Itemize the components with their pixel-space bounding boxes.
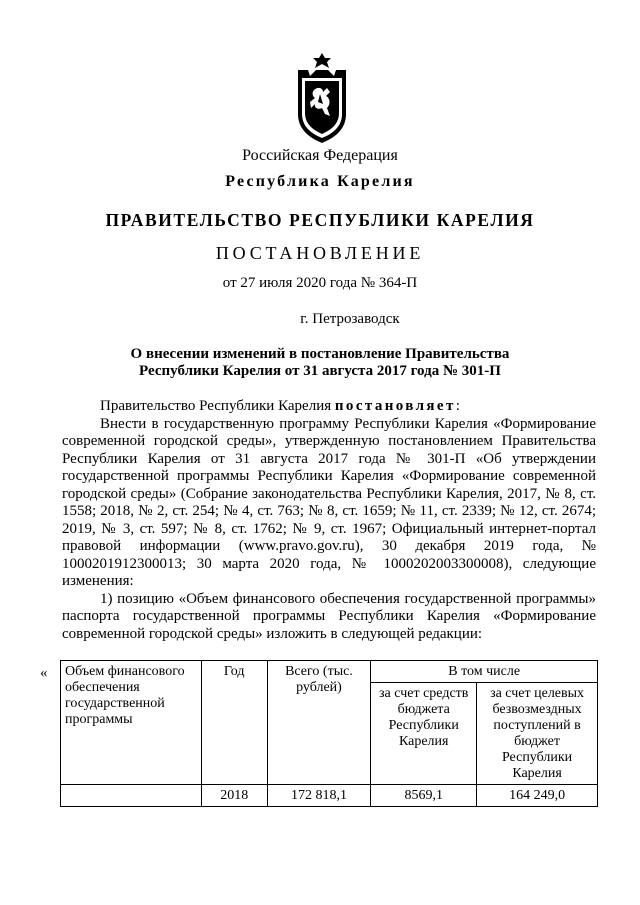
header-cell-grants: за счет целевых безвозмездных поступлений в бюджет Республики Карелия bbox=[477, 683, 598, 785]
opening-quote: « bbox=[40, 665, 48, 681]
paragraph-item-1: 1) позицию «Объем финансового обеспечения государственной программы» паспорта государственной программы Республики Карелия «Формирование современной городской среды» изложить в следующей редакции: bbox=[62, 590, 596, 642]
financing-table bbox=[60, 660, 598, 807]
document-city: г. Петрозаводск bbox=[300, 311, 400, 327]
table-row bbox=[61, 785, 598, 807]
intro-prefix: Правительство Республики Карелия bbox=[100, 398, 335, 414]
intro-suffix: : bbox=[455, 398, 460, 414]
document-body bbox=[62, 398, 596, 643]
header-cell-including: В том числе bbox=[371, 661, 598, 683]
document-date-number: от 27 июля 2020 года № 364-П bbox=[222, 275, 418, 291]
table-cell-total: 172 818,1 bbox=[267, 785, 371, 807]
table-cell-empty bbox=[61, 785, 202, 807]
government-title: ПРАВИТЕЛЬСТВО РЕСПУБЛИКИ КАРЕЛИЯ bbox=[105, 210, 535, 230]
republic-name: Республика Карелия bbox=[225, 173, 415, 190]
document-subject bbox=[0, 346, 640, 380]
header-cell-budget: за счет средств бюджета Республики Карелия bbox=[371, 683, 477, 785]
table-cell-budget: 8569,1 bbox=[371, 785, 477, 807]
intro-keyword: постановляет bbox=[334, 398, 456, 414]
subject-line-2: Республики Карелия от 31 августа 2017 года № 301-П bbox=[139, 363, 501, 379]
table-header-row bbox=[61, 661, 598, 683]
table-cell-year: 2018 bbox=[201, 785, 267, 807]
karelia-coat-of-arms-icon bbox=[296, 52, 348, 144]
header-cell-label: Объем финансового обеспечения государственной программы bbox=[61, 661, 202, 785]
header-cell-year: Год bbox=[201, 661, 267, 785]
intro-paragraph bbox=[62, 398, 596, 416]
table-cell-grants: 164 249,0 bbox=[477, 785, 598, 807]
country-name: Российская Федерация bbox=[242, 147, 398, 164]
paragraph-amendment: Внести в государственную программу Республики Карелия «Формирование современной городской среды», утвержденную постановлением Правительства Республики Карелия от 31 августа 2017 года № 301-П «Об утверждении государственной программы Республики Карелия «Формирование современной городской среды» (Собрание законодательства Республики Карелия, 2017, № 8, ст. 1558; 2018, № 2, ст. 254; № 4, ст. 763; № 8, ст. 1659; № 11, ст. 2339; № 12, ст. 2674; 2019, № 3, ст. 597; № 8, ст. 1762; № 9, ст. 1967; Официальный интернет-портал правовой информации (www.pravo.gov.ru), 30 декабря 2019 года, № 1000201912300013; 30 марта 2020 года, № 1000202003300008), следующие изменения: bbox=[62, 415, 596, 589]
document-type: ПОСТАНОВЛЕНИЕ bbox=[215, 243, 425, 263]
subject-line-1: О внесении изменений в постановление Правительства bbox=[130, 346, 510, 362]
header-cell-total: Всего (тыс. рублей) bbox=[267, 661, 371, 785]
